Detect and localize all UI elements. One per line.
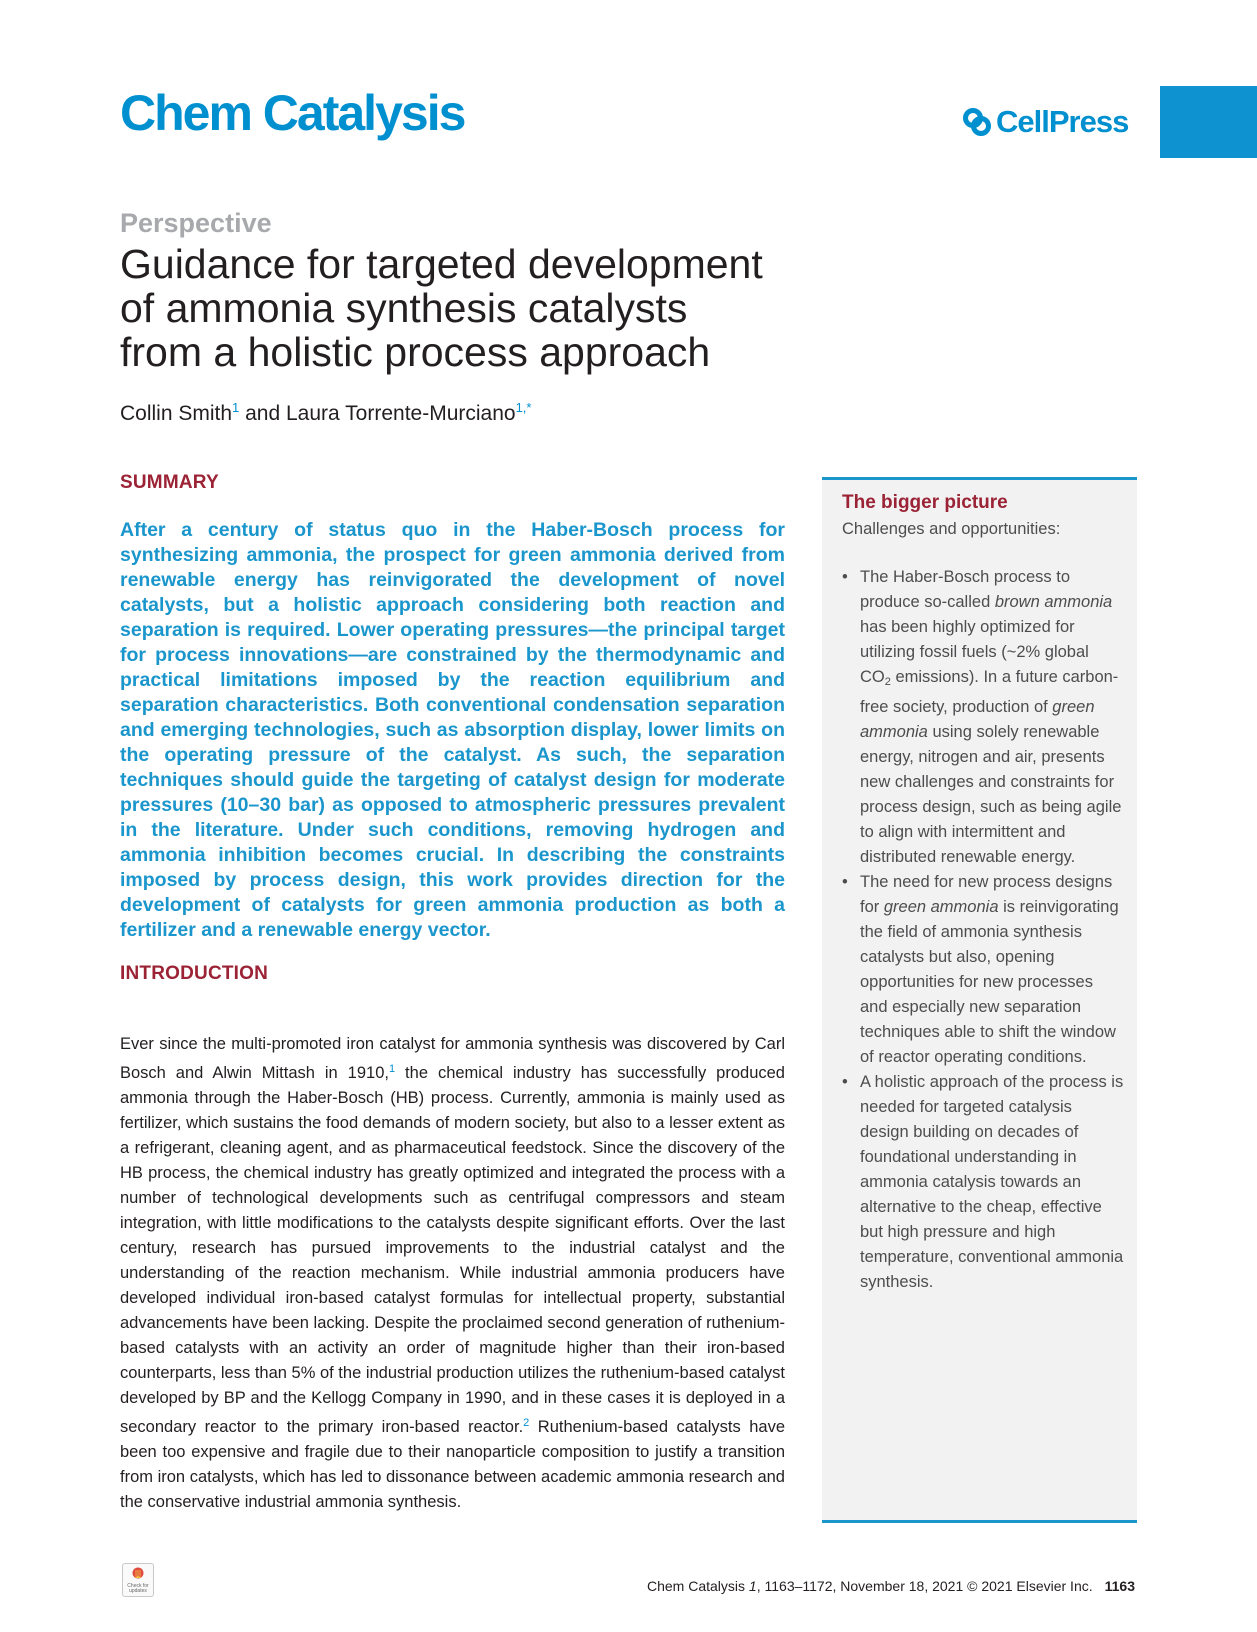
- introduction-heading: INTRODUCTION: [120, 963, 269, 984]
- list-item: [842, 1070, 1124, 1295]
- item-subscript: 2: [884, 676, 891, 688]
- summary-text: After a century of status quo in the Haber-Bosch process for synthesizing ammonia, the prospect for green ammonia derived from renewable energy has reinvigorated the development of novel catalysts, but a holistic approach considering both reaction and separation is required. Lower operating pressures—the principal target for process innovations—are constrained by the thermodynamic and practical limitations imposed by the reaction equilibrium and separation characteristics. Both conventional condensation separation and emerging technologies, such as absorption display, lower limits on the operating pressure of the catalyst. As such, the separation techniques should guide the targeting of catalyst design for moderate pressures (10–30 bar) as opposed to atmospheric pressures prevalent in the literature. Under such conditions, removing hydrogen and ammonia inhibition becomes crucial. In describing the constraints imposed by process design, this work provides direction for the development of catalysts for green ammonia production as both a fertilizer and a renewable energy vector.: [120, 519, 785, 941]
- bigger-picture-list: [842, 565, 1124, 1295]
- paragraph-text: Ruthenium-based catalysts have been too expensive and fragile due to their nanoparticle composition to justify a transition from iron catalysts, which has led to dissonance between academic ammonia research and the conservative industrial ammonia synthesis.: [120, 1418, 785, 1511]
- title-line: from a holistic process approach: [120, 329, 711, 375]
- footer-journal: Chem Catalysis: [647, 1578, 746, 1594]
- reference-link[interactable]: 1: [388, 1063, 396, 1075]
- item-text: emissions). In a future carbon-free society, production of: [860, 668, 1119, 716]
- article-title: [120, 242, 820, 374]
- article-type: Perspective: [120, 208, 272, 238]
- page-footer: [647, 1578, 1135, 1594]
- item-text: using solely renewable energy, nitrogen and air, presents new challenges and constraints for process design, such as being agile to align with intermittent and distributed renewable energy.: [860, 723, 1122, 866]
- bigger-picture-box: [822, 477, 1137, 1523]
- affiliation-mark[interactable]: 1,*: [515, 400, 532, 415]
- check-for-updates-button[interactable]: [122, 1563, 154, 1597]
- journal-title: Chem Catalysis: [120, 85, 465, 141]
- paragraph-text: Ever since the multi-promoted iron catalyst for ammonia synthesis was discovered by Carl Bosch and Alwin Mittash in 1910,: [120, 1035, 785, 1082]
- introduction-text: [120, 1032, 785, 1515]
- item-text: A holistic approach of the process is needed for targeted catalysis design building on decades of foundational understanding in ammonia catalysis towards an alternative to the cheap, effective but high pressure and high temperature, conventional ammonia synthesis.: [860, 1073, 1124, 1291]
- author-separator: and: [239, 402, 286, 425]
- list-item: [842, 565, 1124, 870]
- footer-citation: , 1163–1172, November 18, 2021 © 2021 Elsevier Inc.: [756, 1578, 1093, 1594]
- list-item: [842, 870, 1124, 1070]
- item-emphasis: brown ammonia: [994, 593, 1113, 611]
- publisher-logo: [962, 104, 1128, 140]
- title-line: Guidance for targeted development: [120, 241, 763, 287]
- item-text: The Haber-Bosch process to produce so-called: [860, 568, 1071, 611]
- author-name[interactable]: Laura Torrente-Murciano: [286, 402, 516, 425]
- item-text: is reinvigorating the field of ammonia synthesis catalysts but also, opening opportunities for new processes and especially new separation techniques able to shift the window of reactor operating conditions.: [860, 898, 1119, 1066]
- paragraph-text: the chemical industry has successfully produced ammonia through the Haber-Bosch (HB) process. Currently, ammonia is mainly used as fertilizer, which sustains the food demands of modern society, but also to a lesser extent as a refrigerant, cleaning agent, and as pharmaceutical feedstock. Since the discovery of the HB process, the chemical industry has greatly optimized and integrated the process with a number of technological developments such as centrifugal compressors and steam integration, with little modifications to the catalysts despite significant efforts. Over the last century, research has pursued improvements to the industrial catalyst and the understanding of the reaction mechanism. While industrial ammonia producers have developed individual iron-based catalyst formulas for intellectual property, substantial advancements have been lacking. Despite the proclaimed second generation of ruthenium-based catalysts with an activity an order of magnitude higher than their iron-based counterparts, less than 5% of the industrial production utilizes the ruthenium-based catalyst developed by BP and the Kellogg Company in 1990, and in these cases it is deployed in a secondary reactor to the primary iron-based reactor.: [120, 1064, 785, 1436]
- item-text: The need for new process designs for: [860, 873, 1113, 916]
- item-emphasis: green ammonia: [860, 698, 1095, 741]
- item-text: has been highly optimized for utilizing fossil fuels (~2% global CO: [860, 618, 1089, 686]
- reference-link[interactable]: 2: [523, 1417, 530, 1429]
- title-line: of ammonia synthesis catalysts: [120, 285, 688, 331]
- bigger-picture-subtitle: Challenges and opportunities:: [842, 520, 1061, 538]
- cellpress-logo-icon: [962, 107, 992, 137]
- author-list: [120, 400, 531, 426]
- page-number: 1163: [1104, 1578, 1135, 1594]
- affiliation-mark[interactable]: 1: [232, 400, 240, 415]
- corner-tab: [1160, 86, 1257, 158]
- bookmark-icon: [131, 1567, 145, 1583]
- publisher-name: CellPress: [996, 104, 1129, 139]
- author-name[interactable]: Collin Smith: [120, 402, 233, 425]
- bigger-picture-title: The bigger picture: [842, 492, 1008, 513]
- footer-volume: 1: [748, 1578, 757, 1594]
- item-emphasis: green ammonia: [883, 898, 999, 916]
- summary-heading: SUMMARY: [120, 472, 219, 493]
- badge-label: Check for updates: [127, 1583, 149, 1594]
